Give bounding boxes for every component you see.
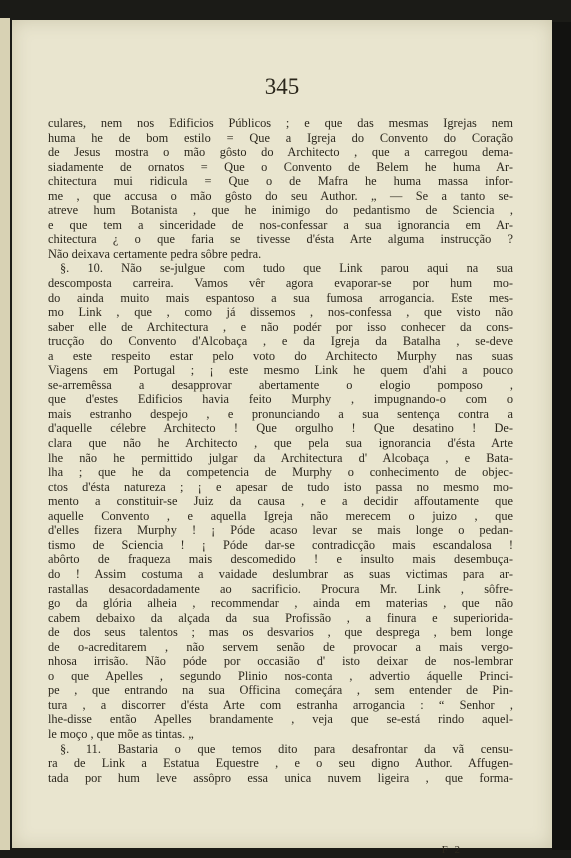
text-line: chitectura ¿ o que faria se tivesse d'ésta Arte alguma instrucção ? bbox=[48, 232, 513, 247]
text-line: de o-acreditarem , não servem senão de provocar a mais vergo- bbox=[48, 639, 513, 654]
previous-page-edge bbox=[0, 18, 10, 850]
text-line: mais estranho despejo , e pronunciando a sua sentença contra a bbox=[48, 406, 513, 421]
text-line: lhe não he permittido julgar da Architectura d' Alcobaça , e Bata- bbox=[48, 450, 513, 465]
text-line: tura , a discorrer d'ésta Arte com estranha arrogancia : “ Senhor , bbox=[48, 697, 513, 712]
text-line: Viagens em Portugal ; ¡ este mesmo Link he quem d'ahi a pouco bbox=[48, 363, 513, 378]
text-line: nhosa irrisão. Não póde por occasião d' isto deixar de nos-lembrar bbox=[48, 654, 513, 669]
text-line: se-arremêssa a desapprovar abertamente o elogio pomposo , bbox=[48, 377, 513, 392]
text-line: §. 10. Não se-julgue com tudo que Link parou aqui na sua bbox=[60, 261, 513, 276]
text-line: pe , que entrando na sua Officina começára , sem entender de Pin- bbox=[48, 683, 513, 698]
printer-signature-mark: F 2 bbox=[441, 844, 462, 856]
text-line: Não deixava certamente pedra sôbre pedra. bbox=[48, 246, 262, 261]
text-line: go da glória alheia , recommendar , ainda em materias , que não bbox=[48, 596, 513, 611]
text-line: tada por hum leve assôpro essa unica nuvem ligeira , que forma- bbox=[48, 770, 513, 785]
text-line: siadamente de ornatos = Que o Convento de Belem he huma Ar- bbox=[48, 159, 513, 174]
book-page bbox=[12, 20, 552, 856]
text-line: trucção do Convento d'Alcobaça , e da Igreja da Batalha , se-deve bbox=[48, 334, 513, 349]
text-line: aquelle Convento , e aquella Igreja não merecem o juizo , que bbox=[48, 508, 513, 523]
text-line: que d'estes Edificios havia feito Murphy , impugnando-o com o bbox=[48, 392, 513, 407]
text-line: §. 11. Bastaria o que temos dito para desafrontar da vã censu- bbox=[60, 741, 513, 756]
text-line: culares, nem nos Edificios Públicos ; e que das mesmas Igrejas nem bbox=[48, 116, 513, 130]
text-line: e que tem a sinceridade de nos-confessar a sua ignorancia em Ar- bbox=[48, 217, 513, 232]
text-line: de dos seus talentos ; mas os desvarios , que desprega , bem longe bbox=[48, 625, 513, 640]
text-line: o que Apelles , segundo Plinio nos-conta , advertio áquelle Princi- bbox=[48, 668, 513, 683]
text-line: de Jesus mostra o mão gôsto do Architecto , que a carregou dema- bbox=[48, 145, 513, 160]
text-line: tismo de Sciencia ! ¡ Póde dar-se contradicção mais escandalosa ! bbox=[48, 537, 513, 552]
text-line: d'aquelle célebre Architecto ! Que orgulho ! Que desatino ! De- bbox=[48, 421, 513, 436]
text-line: a este respeito estar pelo voto do Architecto Murphy nas suas bbox=[48, 348, 513, 363]
text-line: mento a constituir-se Juiz da causa , e a decidir affoutamente que bbox=[48, 494, 513, 509]
text-line: me , que accusa o mão gôsto do seu Author. „ — Se a tanto se- bbox=[48, 188, 513, 203]
page-body-text bbox=[48, 116, 513, 785]
text-line: abôrto de fraqueza mais descomedido ! e insulto mais desembuça- bbox=[48, 552, 513, 567]
text-line: ra de Link a Estatua Equestre , e o seu digno Author. Affugen- bbox=[48, 756, 513, 771]
text-line: descomposta carreira. Vamos vêr agora evaporar-se por hum mo- bbox=[48, 276, 513, 291]
text-line: chitectura mui ridicula = Que o de Mafra he huma massa infor- bbox=[48, 174, 513, 189]
text-line: lhe-disse então Apelles brandamente , veja que se-está rindo aquel- bbox=[48, 712, 513, 727]
text-line: clara que não he Architecto , que pela sua ignorancia d'ésta Arte bbox=[48, 436, 513, 451]
text-line: d'elles fizera Murphy ! ¡ Póde acaso levar se mais longe o pedan- bbox=[48, 523, 513, 538]
text-line: cabem debaixo da alçada da sua Profissão , a finura e superiorida- bbox=[48, 610, 513, 625]
text-line: do ainda muito mais espantoso a sua fumosa arrogancia. Este mes- bbox=[48, 290, 513, 305]
text-line: do ! Assim costuma a vaidade deslumbrar as suas victimas para ar- bbox=[48, 566, 513, 581]
text-line: ctos d'ésta natureza ; ¡ e apesar de tudo isto passa no mesmo mo- bbox=[48, 479, 513, 494]
scan-background-edge bbox=[552, 22, 571, 850]
text-line: huma he de bom estilo = Que a Igreja do Convento do Coração bbox=[48, 130, 513, 145]
page-number: 345 bbox=[264, 74, 300, 99]
text-line: le moço , que mõe as tintas. „ bbox=[48, 726, 194, 741]
text-line: rastallas desacordadamente ao sacrificio. Procura Mr. Link , sôfre- bbox=[48, 581, 513, 596]
text-line: mo Link , que , como já dissemos , nos-confessa , que visto não bbox=[48, 305, 513, 320]
text-line: atreve hum Botanista , que he inimigo do pedantismo de Sciencia , bbox=[48, 203, 513, 218]
text-line: saber elle de Architectura , e não podér por isso conhecer da cons- bbox=[48, 319, 513, 334]
text-line: lha ; que he da competencia de Murphy o conhecimento de objec- bbox=[48, 465, 513, 480]
